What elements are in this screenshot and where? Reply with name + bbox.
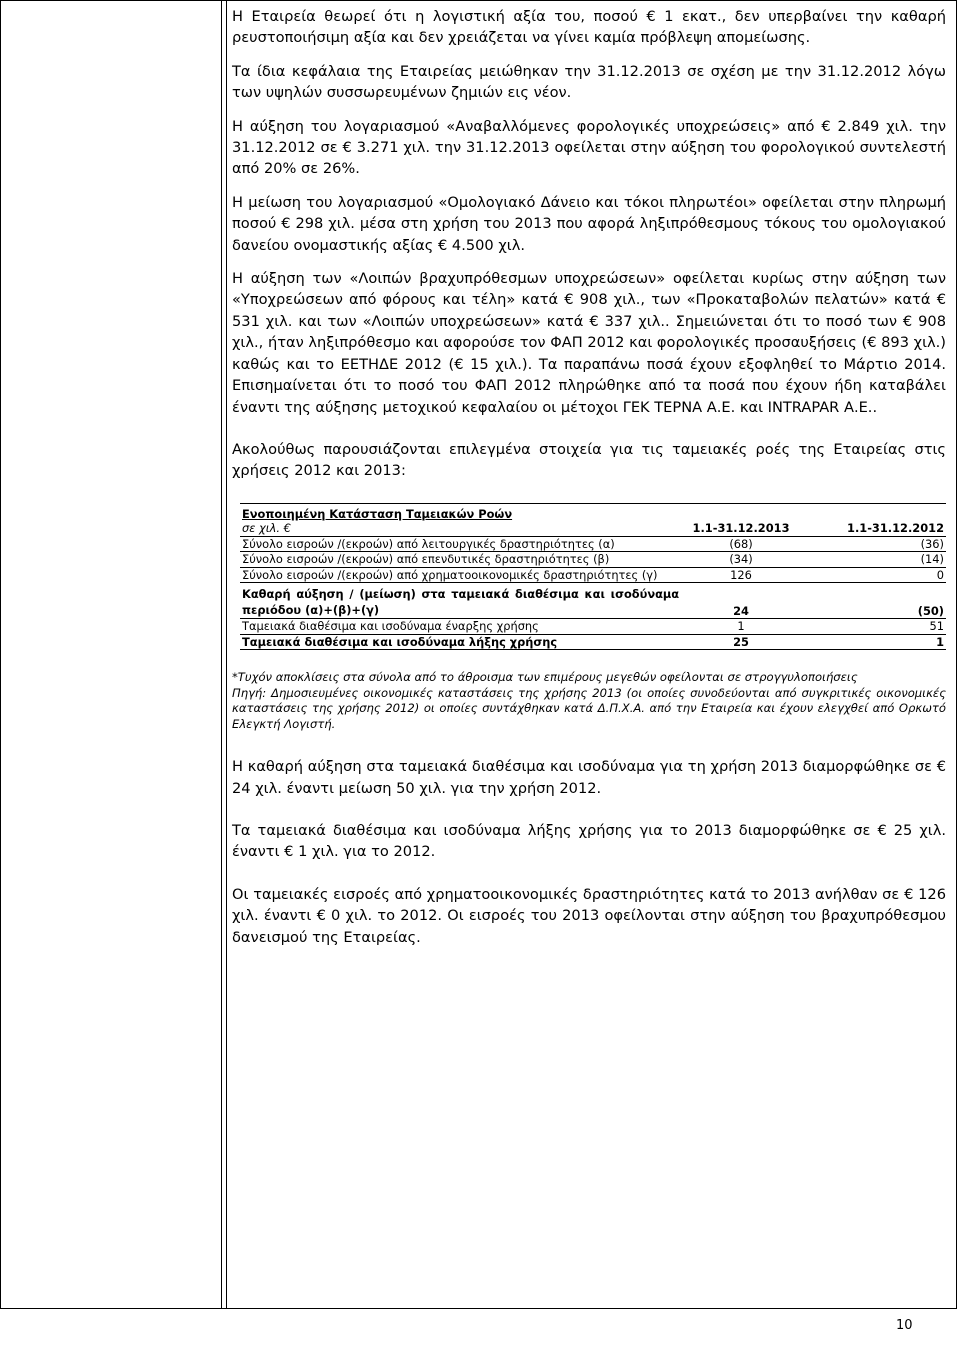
table-row: Ταμειακά διαθέσιμα και ισοδύναμα λήξης χρήσης 25 1 (242, 634, 944, 649)
column-header-2012: 1.1-31.12.2012 (801, 521, 946, 536)
source-note: Πηγή: Δημοσιευμένες οικονομικές καταστάσεις της χρήσης 2013 (οι οποίες συνοδεύονται από συγκριτικές οικονομικές καταστάσεις της χρήσης 2012) οι οποίες συντάχθηκαν κατά Δ.Π.Χ.Α. από την Εταιρεία και έχουν ελεγχθεί από Ορκωτό Ελεγκτή Λογιστή. (232, 685, 946, 731)
column-divider (226, 0, 227, 1309)
column-header-2013: 1.1-31.12.2013 (681, 521, 801, 536)
table-row: Σύνολο εισροών /(εκροών) από χρηματοοικονομικές δραστηριότητες (γ) 126 0 (242, 567, 944, 582)
column-divider (221, 0, 222, 1309)
paragraph-closing-cash: Τα ταμειακά διαθέσιμα και ισοδύναμα λήξης χρήσης για το 2013 διαμορφώθηκε σε € 25 χιλ. έναντι € 1 χιλ. για το 2012. (232, 822, 946, 861)
document-body (232, 6, 946, 960)
cashflow-table (240, 503, 946, 651)
paragraph-net-increase: Η καθαρή αύξηση στα ταμειακά διαθέσιμα και ισοδύναμα για τη χρήση 2013 διαμορφώθηκε σε € 24 χιλ. έναντι μείωση 50 χιλ. για την χρήση 2012. (232, 758, 946, 797)
paragraph-deferred-tax: Η αύξηση του λογαριασμού «Αναβαλλόμενες φορολογικές υποχρεώσεις» από € 2.849 χιλ. την 31.12.2012 σε € 3.271 χιλ. την 31.12.2013 οφείλεται στην αύξηση του φορολογικού συντελεστή από 20% σε 26%. (232, 117, 946, 178)
table-header-row (240, 521, 946, 536)
paragraph-equity: Τα ίδια κεφάλαια της Εταιρείας μειώθηκαν την 31.12.2013 σε σχέση με την 31.12.2012 λόγω των υψηλών συσσωρευμένων ζημιών εις νέον. (232, 62, 946, 102)
table-row: Σύνολο εισροών /(εκροών) από λειτουργικές δραστηριότητες (α) (68) (36) (242, 536, 944, 551)
table-title: Ενοποιημένη Κατάσταση Ταμειακών Ροών (242, 506, 513, 521)
paragraph-bond-loan: Η μείωση του λογαριασμού «Ομολογιακό Δάνειο και τόκοι πληρωτέοι» οφείλεται στην πληρωμή ποσού € 298 χιλ. μέσα στη χρήση του 2013 που αφορά ληξιπρόθεσμους τόκους του ομολογιακού δανείου ονομαστικής αξίας € 4.500 χιλ. (232, 193, 946, 254)
table-row: Καθαρή αύξηση / (μείωση) στα ταμειακά διαθέσιμα και ισοδύναμα περιόδου (α)+(β)+(γ) 24 (50) (240, 583, 946, 619)
paragraph-short-term-liabilities: Η αύξηση των «Λοιπών βραχυπρόθεσμων υποχρεώσεων» οφείλεται κυρίως στην αύξηση των «Υποχρεώσεων από φόρους και τέλη» κατά € 908 χιλ., των «Προκαταβολών πελατών» κατά € 531 χιλ. και των «Λοιπών υποχρεώσεων» κατά € 337 χιλ.. Σημειώνεται ότι το ποσό των € 908 χιλ., ήταν ληξιπρόθεσμο και αφορούσε τον ΦΑΠ 2012 και φορολογικές προσαυξήσεις (€ 893 χιλ.) καθώς και το ΕΕΤΗΔΕ 2012 (€ 15 χιλ.). Τα παραπάνω ποσά έχουν εξοφληθεί το Μάρτιο 2014. Επισημαίνεται ότι το ποσό του ΦΑΠ 2012 πληρώθηκε από τα ποσά που έχουν ήδη καταβάλει έναντι της αύξησης μετοχικού κεφαλαίου οι μέτοχοι ΓΕΚ ΤΕΡΝΑ Α.Ε. και INTRAPAR Α.Ε.. (232, 270, 946, 416)
table-notes (232, 670, 946, 732)
rounding-note: *Τυχόν αποκλίσεις στα σύνολα από το άθροισμα των επιμέρους μεγεθών οφείλονται σε στρογγυλοποιήσεις (232, 670, 858, 685)
paragraph-valuation: Η Εταιρεία θεωρεί ότι η λογιστική αξία του, ποσού € 1 εκατ., δεν υπερβαίνει την καθαρή ρευστοποιήσιμη αξία και δεν χρειάζεται να γίνει καμία πρόβλεψη απομείωσης. (232, 8, 946, 47)
paragraph-financing-inflows: Οι ταμειακές εισροές από χρηματοοικονομικές δραστηριότητες κατά το 2013 ανήλθαν σε € 126 χιλ. έναντι € 0 χιλ. το 2012. Οι εισροές του 2013 οφείλονται στην αύξηση του βραχυπρόθεσμου δανεισμού της Εταιρείας. (232, 885, 946, 946)
table-row: Ταμειακά διαθέσιμα και ισοδύναμα έναρξης χρήσης 1 51 (242, 619, 944, 634)
table-row: Σύνολο εισροών /(εκροών) από επενδυτικές δραστηριότητες (β) (34) (14) (242, 552, 944, 567)
paragraph-cashflow-intro: Ακολούθως παρουσιάζονται επιλεγμένα στοιχεία για τις ταμειακές ροές της Εταιρείας στις χρήσεις 2012 και 2013: (232, 440, 946, 480)
unit-label: σε χιλ. € (240, 521, 681, 536)
page-number: 10 (896, 1318, 913, 1333)
